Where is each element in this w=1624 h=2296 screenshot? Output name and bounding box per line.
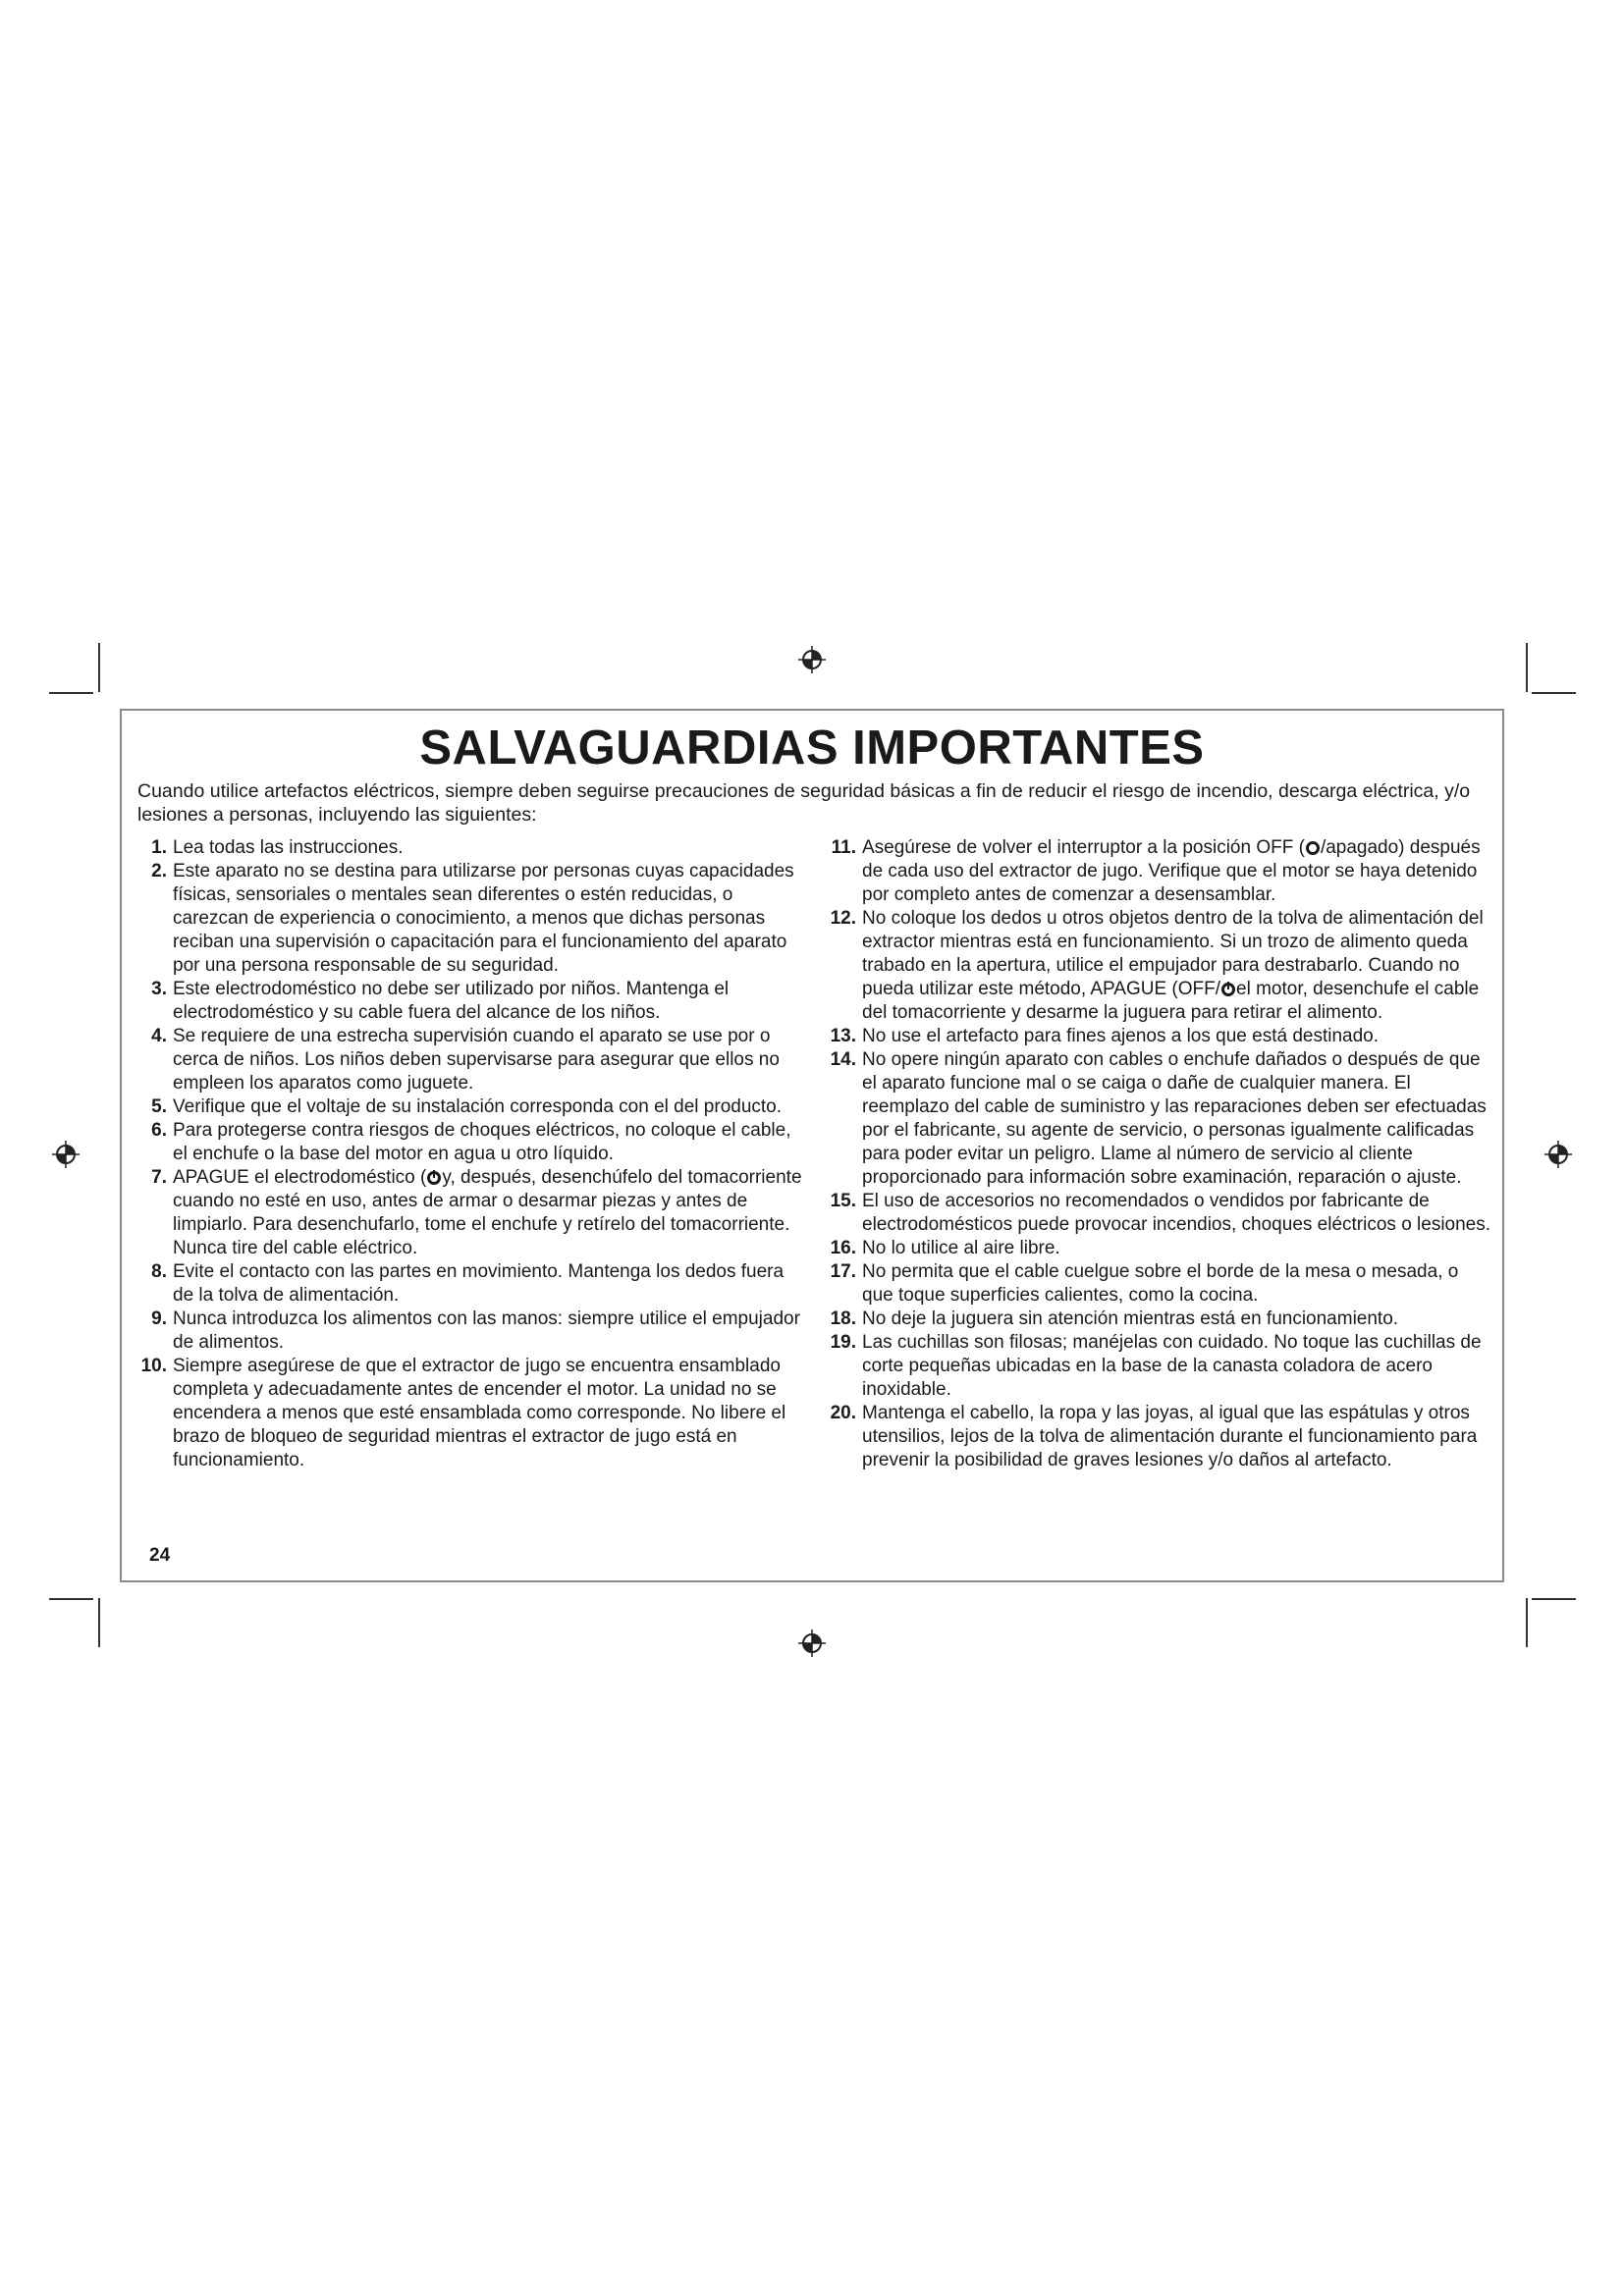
list-item [821,1237,1493,1260]
list-item [134,1166,806,1260]
list-item [821,1402,1493,1472]
list-item [821,1260,1493,1308]
list-item [134,860,806,978]
list-item [821,1025,1493,1048]
off-symbol-icon [1306,841,1320,855]
list-item [821,836,1493,907]
item-number: 13. [830,1026,856,1046]
item-text: No use el artefacto para fines ajenos a los que está destinado. [862,1026,1380,1046]
registration-mark-icon [798,646,826,673]
item-text: Para protegerse contra riesgos de choques eléctricos, no coloque el cable, el enchufe o la base del motor en agua u otro líquido. [173,1120,791,1164]
item-number: 10. [140,1356,167,1376]
item-text: Mantenga el cabello, la ropa y las joyas, al igual que las espátulas y otros utensilios, lejos de la tolva de alimentación durante el funcionamiento para prevenir la posibilidad de graves lesiones y/o daños al artefacto. [862,1403,1478,1470]
item-number: 16. [830,1238,856,1258]
crop-mark-top-right-h [1532,692,1576,694]
crop-mark-bottom-left-v [98,1598,100,1647]
item-text: Verifique que el voltaje de su instalación corresponda con el del producto. [173,1096,783,1117]
item-text [862,836,1493,907]
item-number: 18. [830,1308,856,1329]
item-text: El uso de accesorios no recomendados o vendidos por fabricante de electrodomésticos puede provocar incendios, choques eléctricos o lesiones. [862,1191,1491,1235]
list-item [821,1048,1493,1190]
item-number: 9. [151,1308,167,1329]
item-number: 6. [151,1120,167,1141]
item-text-part-b: el motor, desenchufe el cable del tomacorriente y desarme la juguera para retirar el alimento. [862,979,1480,1023]
item-number: 11. [831,837,856,858]
crop-mark-bottom-right-h [1532,1598,1576,1600]
item-number: 7. [151,1167,167,1188]
item-number: 15. [830,1191,856,1211]
item-number: 20. [830,1403,856,1423]
item-text [862,907,1493,1025]
crop-mark-top-left-v [98,643,100,692]
list-item [821,1190,1493,1237]
item-text: No opere ningún aparato con cables o enchufe dañados o después de que el aparato funcione mal o se caiga o dañe de cualquier manera. El reemplazo del cable de suministro y las reparaciones deben ser efectuadas por el fabricante, su agente de servicio, o personas igualmente calificadas para poder evitar un peligro. Llame al número de servicio al cliente proporcionado para información sobre examinación, reparación o ajuste. [862,1049,1487,1188]
list-item [821,1308,1493,1331]
item-number: 19. [830,1332,856,1353]
item-text: No permita que el cable cuelgue sobre el borde de la mesa o mesada, o que toque superficies calientes, como la cocina. [862,1261,1459,1306]
item-text: Siempre asegúrese de que el extractor de jugo se encuentra ensamblado completa y adecuadamente antes de encender el motor. La unidad no se encendera a menos que esté ensamblada como corresponde. No libere el brazo de bloqueo de seguridad mientras el extractor de jugo está en funcionamiento. [173,1356,786,1470]
crop-mark-bottom-right-v [1526,1598,1528,1647]
safeguards-list-right [821,836,1493,1472]
item-text-part-b: /apagado) después de cada uso del extractor de jugo. Verifique que el motor se haya detenido por completo antes de comenzar a desensamblar. [862,837,1481,905]
item-text [173,1166,806,1260]
list-item [134,1025,806,1095]
registration-mark-icon [1544,1141,1572,1168]
list-item [821,1331,1493,1402]
item-text: Este electrodoméstico no debe ser utilizado por niños. Mantenga el electrodoméstico y su cable fuera del alcance de los niños. [173,979,730,1023]
item-text: No lo utilice al aire libre. [862,1238,1060,1258]
list-item [821,907,1493,1025]
power-off-icon [427,1171,441,1185]
item-number: 14. [830,1049,856,1070]
list-item [134,1119,806,1166]
item-text: Este aparato no se destina para utilizarse por personas cuyas capacidades físicas, sensoriales o mentales sean diferentes o estén reducidas, o carezcan de experiencia o conocimiento, a menos que dichas personas reciban una supervisión o capacitación para el funcionamiento del aparato por una persona responsable de su seguridad. [173,861,794,976]
page-number: 24 [149,1545,171,1566]
item-text: Las cuchillas son filosas; manéjelas con cuidado. No toque las cuchillas de corte pequeñas ubicadas en la base de la canasta coladora de acero inoxidable. [862,1332,1482,1400]
item-number: 3. [151,979,167,999]
intro-paragraph: Cuando utilice artefactos eléctricos, siempre deben seguirse precauciones de seguridad básicas a fin de reducir el riesgo de incendio, descarga eléctrica, y/o lesiones a personas, incluyendo las siguientes: [137,780,1471,826]
item-number: 4. [151,1026,167,1046]
item-number: 12. [830,908,856,929]
item-number: 2. [151,861,167,881]
item-text-part-a: Asegúrese de volver el interruptor a la posición OFF ( [862,837,1305,858]
item-number: 5. [151,1096,167,1117]
power-off-icon [1221,983,1235,996]
list-item [134,978,806,1025]
item-text: No deje la juguera sin atención mientras está en funcionamiento. [862,1308,1399,1329]
list-item [134,1308,806,1355]
item-number: 8. [151,1261,167,1282]
safeguards-list-left [134,836,806,1472]
crop-mark-bottom-left-h [49,1598,93,1600]
registration-mark-icon [798,1629,826,1657]
list-item [134,1355,806,1472]
item-text: Lea todas las instrucciones. [173,837,404,858]
item-text-part-a: APAGUE el electrodoméstico ( [173,1167,427,1188]
item-text-part-a: No coloque los dedos u otros objetos dentro de la tolva de alimentación del extractor mientras está en funcionamiento. Si un trozo de alimento queda trabado en la apertura, utilice el empujador para destrabarlo. Cuando no pueda utilizar este método, APAGUE (OFF/ [862,908,1484,999]
list-item [134,1260,806,1308]
item-text-part-b: y, después, desenchúfelo del tomacorriente cuando no esté en uso, antes de armar o desarmar piezas y antes de limpiarlo. Para desenchufarlo, tome el enchufe y retírelo del tomacorriente. Nunca tire del cable eléctrico. [173,1167,802,1258]
item-number: 1. [151,837,167,858]
registration-mark-icon [52,1141,80,1168]
crop-mark-top-right-v [1526,643,1528,692]
item-text: Se requiere de una estrecha supervisión cuando el aparato se use por o cerca de niños. Los niños deben supervisarse para asegurar que ellos no empleen los aparatos como juguete. [173,1026,780,1094]
page-title: SALVAGUARDIAS IMPORTANTES [419,721,1205,774]
item-number: 17. [830,1261,856,1282]
list-item [134,1095,806,1119]
list-item [134,836,806,860]
safeguards-panel [120,709,1504,1582]
item-text: Nunca introduzca los alimentos con las manos: siempre utilice el empujador de alimentos. [173,1308,800,1353]
crop-mark-top-left-h [49,692,93,694]
item-text: Evite el contacto con las partes en movimiento. Mantenga los dedos fuera de la tolva de alimentación. [173,1261,785,1306]
